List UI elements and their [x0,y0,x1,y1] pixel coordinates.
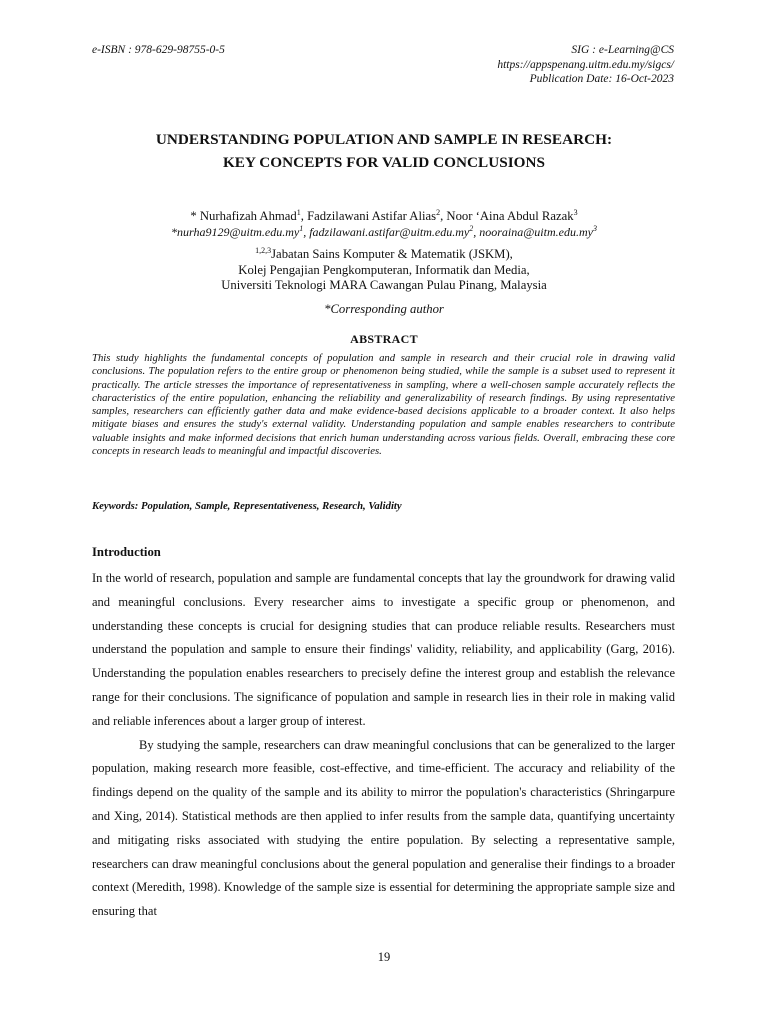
publication-date: Publication Date: 16-Oct-2023 [529,73,674,85]
corresponding-author-note: *Corresponding author [324,302,444,316]
introduction-heading: Introduction [92,545,161,559]
author-block [60,208,708,240]
publication-header [497,43,674,87]
email-1-sup: 1 [299,224,304,233]
author-emails [60,224,708,240]
abstract-text: This study highlights the fundamental concepts of population and sample in research and their crucial role in drawing valid conclusions. The population refers to the entire group or phenomenon being studied, while the sample is a subset used to represent it practically. The article stresses the importance of representativeness in sampling, where a well-chosen sample accurately reflects the characteristics of the entire population, enhancing the reliability and generalizability of research findings. By using representative samples, researchers can efficiently gather data and make evidence-based decisions applicable to a broader context. It also helps mitigate biases and ensures the study's external validity. Understanding population and sample enables researchers to contribute valuable insights and make informed decisions that enrich human understanding across various fields. Overall, embracing these core concepts in research leads to meaningful and impactful discoveries. [92,352,675,458]
title-line-1: UNDERSTANDING POPULATION AND SAMPLE IN RESEARCH: [155,131,613,148]
abstract-heading: ABSTRACT [350,332,418,346]
page-number: 19 [377,950,391,964]
affiliation-block [60,247,708,294]
sig-url[interactable]: https://appspenang.uitm.edu.my/sigcs/ [497,58,674,71]
title-line-2: KEY CONCEPTS FOR VALID CONCLUSIONS [222,154,546,171]
email-3[interactable]: , nooraina@uitm.edu.my [473,225,593,239]
isbn-header: e-ISBN : 978-629-98755-0-5 [92,44,225,56]
keywords: Keywords: Population, Sample, Representativeness, Research, Validity [92,500,402,512]
introduction-body [92,567,675,924]
author-names [60,208,708,224]
author-3-sup: 3 [573,208,578,217]
paper-title [60,128,708,174]
affiliation-department: Jabatan Sains Komputer & Matematik (JSKM), [271,247,513,261]
affiliation-line-1 [60,247,708,263]
affiliation-sup: 1,2,3 [255,246,272,255]
affiliation-line-2: Kolej Pengajian Pengkomputeran, Informatik dan Media, [238,262,530,277]
email-2[interactable]: , fadzilawani.astifar@uitm.edu.my [303,225,470,239]
affiliation-line-3: Universiti Teknologi MARA Cawangan Pulau Pinang, Malaysia [221,278,547,293]
author-1-sup: 1 [296,208,301,217]
sig-label: SIG : e-Learning@CS [571,44,674,56]
author-1: * Nurhafizah Ahmad [190,209,297,223]
email-1[interactable]: *nurha9129@uitm.edu.my [171,225,300,239]
email-2-sup: 2 [469,224,474,233]
paragraph-1: In the world of research, population and sample are fundamental concepts that lay the groundwork for drawing valid and meaningful conclusions. Every researcher aims to investigate a specific group or phenomenon, and understanding these concepts is crucial for designing studies that can produce reliable results. Researchers must understand the population and sample to ensure their findings' validity, reliability, and applicability (Garg, 2016). Understanding the population enables researchers to precisely define the interest group and establish the relevance range for their conclusions. The significance of population and sample in research lies in their role in making valid and reliable inferences about a larger group of interest. [92,571,675,728]
paragraph-2: By studying the sample, researchers can draw meaningful conclusions that can be generalized to the larger population, making research more feasible, cost-effective, and time-efficient. The accuracy and reliability of the findings depend on the quality of the sample and its ability to mirror the population's characteristics (Shringarpure and Xing, 2014). Statistical methods are then applied to infer results from the sample data, quantifying uncertainty and mitigating risks associated with studying the entire population. By selecting a representative sample, researchers can draw meaningful conclusions about the general population and generalise their findings to a broader context (Meredith, 1998). Knowledge of the sample size is essential for determining the appropriate sample size and ensuring that [92,737,675,919]
email-3-sup: 3 [592,224,597,233]
author-2-sup: 2 [436,208,441,217]
author-2: , Fadzilawani Astifar Alias [300,209,437,223]
author-3: , Noor ‘Aina Abdul Razak [440,209,574,223]
